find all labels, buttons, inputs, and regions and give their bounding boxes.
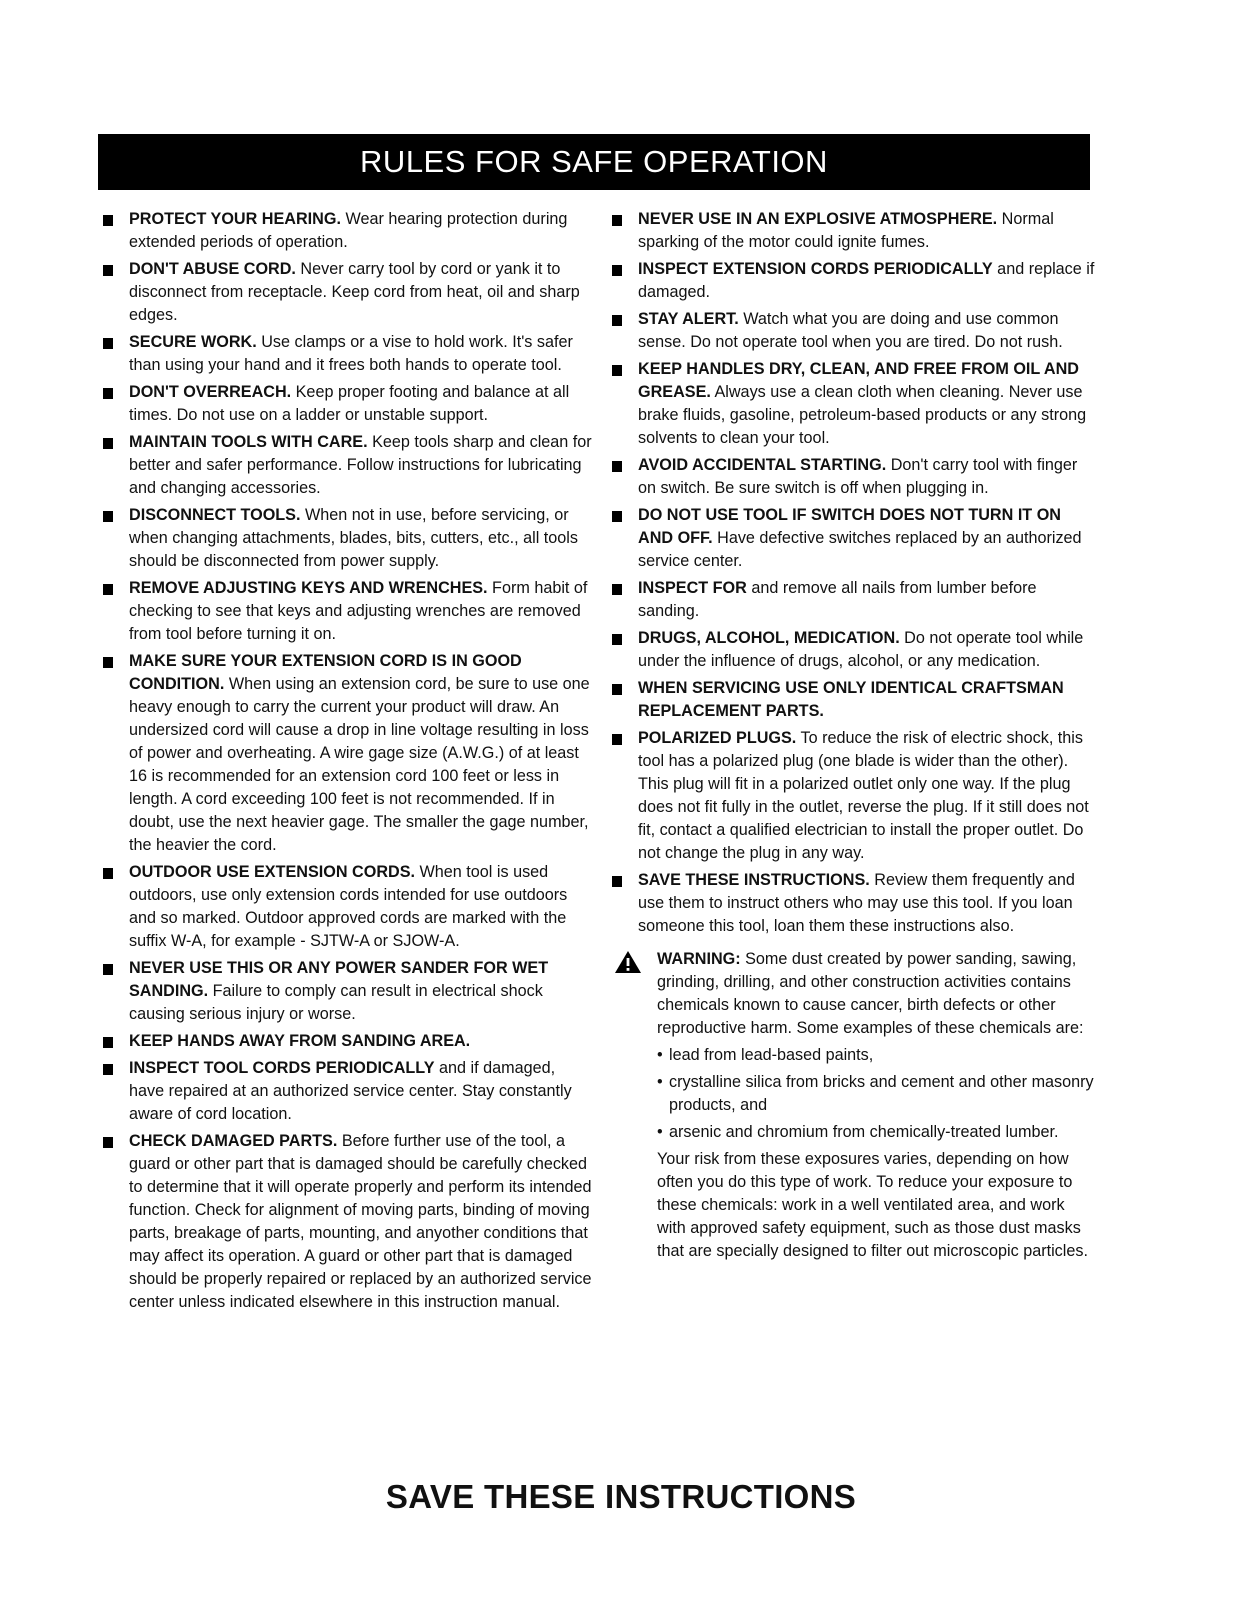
rule-text: Failure to comply can result in electrical shock causing serious injury or worse. [129,982,543,1023]
rule-item [103,577,593,646]
rule-item [103,331,593,377]
rule-text: To reduce the risk of electric shock, this tool has a polarized plug (one blade is wider than the other). This plug will fit in a polarized outlet only one way. If the plug does not fit fully in the outlet, reverse the plug. If it still does not fit, contact a qualified electrician to install the proper outlet. Do not change the plug in any way. [638,729,1089,862]
rule-item [612,577,1097,623]
footer-save-instructions: SAVE THESE INSTRUCTIONS [385,1478,857,1515]
square-bullet-icon [612,315,622,326]
square-bullet-icon [103,1064,113,1075]
rule-text: Never carry tool by cord or yank it to disconnect from receptacle. Keep cord from heat, oil and sharp edges. [129,260,580,324]
rule-item [612,454,1097,500]
rule-text: Before further use of the tool, a guard or other part that is damaged should be carefully checked to determine that it will operate properly and perform its intended function. Check for alignment of moving parts, binding of moving parts, breakage of parts, mounting, and anyother conditions that may affect its operation. A guard or other part that is damaged should be properly repaired or replaced by an authorized service center unless indicated elsewhere in this instruction manual. [129,1132,592,1311]
rule-title: NEVER USE THIS OR ANY POWER SANDER FOR WET SANDING. [129,959,549,1000]
rule-text: Keep tools sharp and clean for better and safer performance. Follow instructions for lubricating and changing accessories. [129,433,592,497]
rule-item [103,861,593,953]
square-bullet-icon [103,868,113,879]
rule-title: NEVER USE IN AN EXPLOSIVE ATMOSPHERE. [638,210,998,228]
rule-text: Don't carry tool with finger on switch. Be sure switch is off when plugging in. [638,456,1078,497]
rule-item [103,1130,593,1314]
rule-text: Form habit of checking to see that keys and adjusting wrenches are removed from tool before turning it on. [129,579,588,643]
rule-title: INSPECT TOOL CORDS PERIODICALLY [129,1059,435,1077]
rule-item [612,677,1097,723]
rule-title: CHECK DAMAGED PARTS. [129,1132,338,1150]
rule-item [612,208,1097,254]
square-bullet-icon [612,684,622,695]
square-bullet-icon [103,511,113,522]
rule-title: WHEN SERVICING USE ONLY IDENTICAL CRAFTSMAN REPLACEMENT PARTS. [638,679,1064,720]
square-bullet-icon [612,584,622,595]
rule-title: AVOID ACCIDENTAL STARTING. [638,456,887,474]
square-bullet-icon [103,657,113,668]
rule-title: REMOVE ADJUSTING KEYS AND WRENCHES. [129,579,488,597]
page-title: RULES FOR SAFE OPERATION [360,144,828,179]
rule-text: and remove all nails from lumber before sanding. [638,579,1037,620]
warning-triangle-icon [614,950,642,974]
square-bullet-icon [612,265,622,276]
square-bullet-icon [103,964,113,975]
rule-item [612,308,1097,354]
square-bullet-icon [103,215,113,226]
rule-title: MAINTAIN TOOLS WITH CARE. [129,433,368,451]
warning-outro: Your risk from these exposures varies, depending on how often you do this type of work. To reduce your exposure to these chemicals: work in a well ventilated area, and work with approved safety equipment, such as those dust masks that are specially designed to filter out microscopic particles. [657,1150,1088,1260]
rule-title: POLARIZED PLUGS. [638,729,797,747]
rule-title: KEEP HANDS AWAY FROM SANDING AREA. [129,1032,471,1050]
page-title-banner [98,134,1090,190]
rule-text: Do not operate tool while under the influence of drugs, alcohol, or any medication. [638,629,1084,670]
square-bullet-icon [612,461,622,472]
rule-item [103,1057,593,1126]
warning-label: WARNING: [657,950,741,968]
rule-item [612,504,1097,573]
rule-text: Use clamps or a vise to hold work. It's safer than using your hand and it frees both hands to operate tool. [129,333,573,374]
square-bullet-icon [612,365,622,376]
rule-title: SECURE WORK. [129,333,257,351]
rule-title: DRUGS, ALCOHOL, MEDICATION. [638,629,900,647]
rule-text: and replace if damaged. [638,260,1095,301]
rule-item [612,727,1097,865]
square-bullet-icon [612,734,622,745]
rule-title: INSPECT FOR [638,579,747,597]
warning-list [657,1044,1097,1144]
rule-title: DON'T OVERREACH. [129,383,292,401]
rule-item [103,208,593,254]
rule-text: Wear hearing protection during extended periods of operation. [129,210,568,251]
rule-text: When not in use, before servicing, or when changing attachments, blades, bits, cutters, etc., all tools should be disconnected from power supply. [129,506,578,570]
square-bullet-icon [103,265,113,276]
rule-title: MAKE SURE YOUR EXTENSION CORD IS IN GOOD CONDITION. [129,652,522,693]
rule-title: STAY ALERT. [638,310,739,328]
rule-item [103,381,593,427]
rule-item [612,869,1097,938]
right-column [612,208,1097,1263]
rule-item [103,504,593,573]
square-bullet-icon [612,511,622,522]
warning-intro-text: Some dust created by power sanding, sawing, grinding, drilling, and other construction activities contains chemicals known to cause cancer, birth defects or other reproductive harm. Some examples of these chemicals are: [657,950,1084,1037]
square-bullet-icon [612,215,622,226]
rule-title: DO NOT USE TOOL IF SWITCH DOES NOT TURN IT ON AND OFF. [638,506,1061,547]
rule-title: INSPECT EXTENSION CORDS PERIODICALLY [638,260,993,278]
rule-text: and if damaged, have repaired at an authorized service center. Stay constantly aware of cord location. [129,1059,572,1123]
square-bullet-icon [103,584,113,595]
rule-item [103,1030,593,1053]
rule-text: Keep proper footing and balance at all times. Do not use on a ladder or unstable support. [129,383,570,424]
rule-title: OUTDOOR USE EXTENSION CORDS. [129,863,416,881]
square-bullet-icon [103,388,113,399]
rule-title: SAVE THESE INSTRUCTIONS. [638,871,870,889]
square-bullet-icon [103,338,113,349]
rule-item [103,650,593,857]
square-bullet-icon [103,438,113,449]
square-bullet-icon [612,634,622,645]
rule-text: Watch what you are doing and use common sense. Do not operate tool when you are tired. Do not rush. [638,310,1063,351]
rule-title: DON'T ABUSE CORD. [129,260,296,278]
rule-text: Have defective switches replaced by an authorized service center. [638,529,1082,570]
rule-title: KEEP HANDLES DRY, CLEAN, AND FREE FROM OIL AND GREASE. [638,360,1079,401]
rule-text: When using an extension cord, be sure to use one heavy enough to carry the current your product will draw. An undersized cord will cause a drop in line voltage resulting in loss of power and overheating. A wire gage size (A.W.G.) of at least 16 is recommended for an extension cord 100 feet or less in length. A cord exceeding 100 feet is not recommended. If in doubt, use the next heavier gage. The smaller the gage number, the heavier the cord. [129,675,590,854]
rule-item [612,627,1097,673]
rule-item [612,258,1097,304]
rule-text: When tool is used outdoors, use only extension cords intended for use outdoors and so marked. Outdoor approved cords are marked with the suffix W-A, for example - SJTW-A or SJOW-A. [129,863,568,950]
square-bullet-icon [103,1137,113,1148]
rule-text: Review them frequently and use them to instruct others who may use this tool. If you loan someone this tool, loan them these instructions also. [638,871,1075,935]
left-column [103,208,593,1318]
warning-list-item: • arsenic and chromium from chemically-treated lumber. [657,1121,1097,1144]
rule-title: PROTECT YOUR HEARING. [129,210,341,228]
rule-item [103,258,593,327]
square-bullet-icon [612,876,622,887]
warning-list-item: • lead from lead-based paints, [657,1044,1097,1067]
warning-intro [657,948,1097,1040]
square-bullet-icon [103,1037,113,1048]
rule-text: Normal sparking of the motor could ignite fumes. [638,210,1054,251]
rule-text: Always use a clean cloth when cleaning. Never use brake fluids, gasoline, petroleum-based products or any strong solvents to clean your tool. [638,383,1087,447]
rule-title: DISCONNECT TOOLS. [129,506,301,524]
rule-item [103,957,593,1026]
rule-item [103,431,593,500]
warning-list-item: • crystalline silica from bricks and cement and other masonry products, and [657,1071,1097,1117]
warning-block [612,948,1097,1263]
rule-item [612,358,1097,450]
